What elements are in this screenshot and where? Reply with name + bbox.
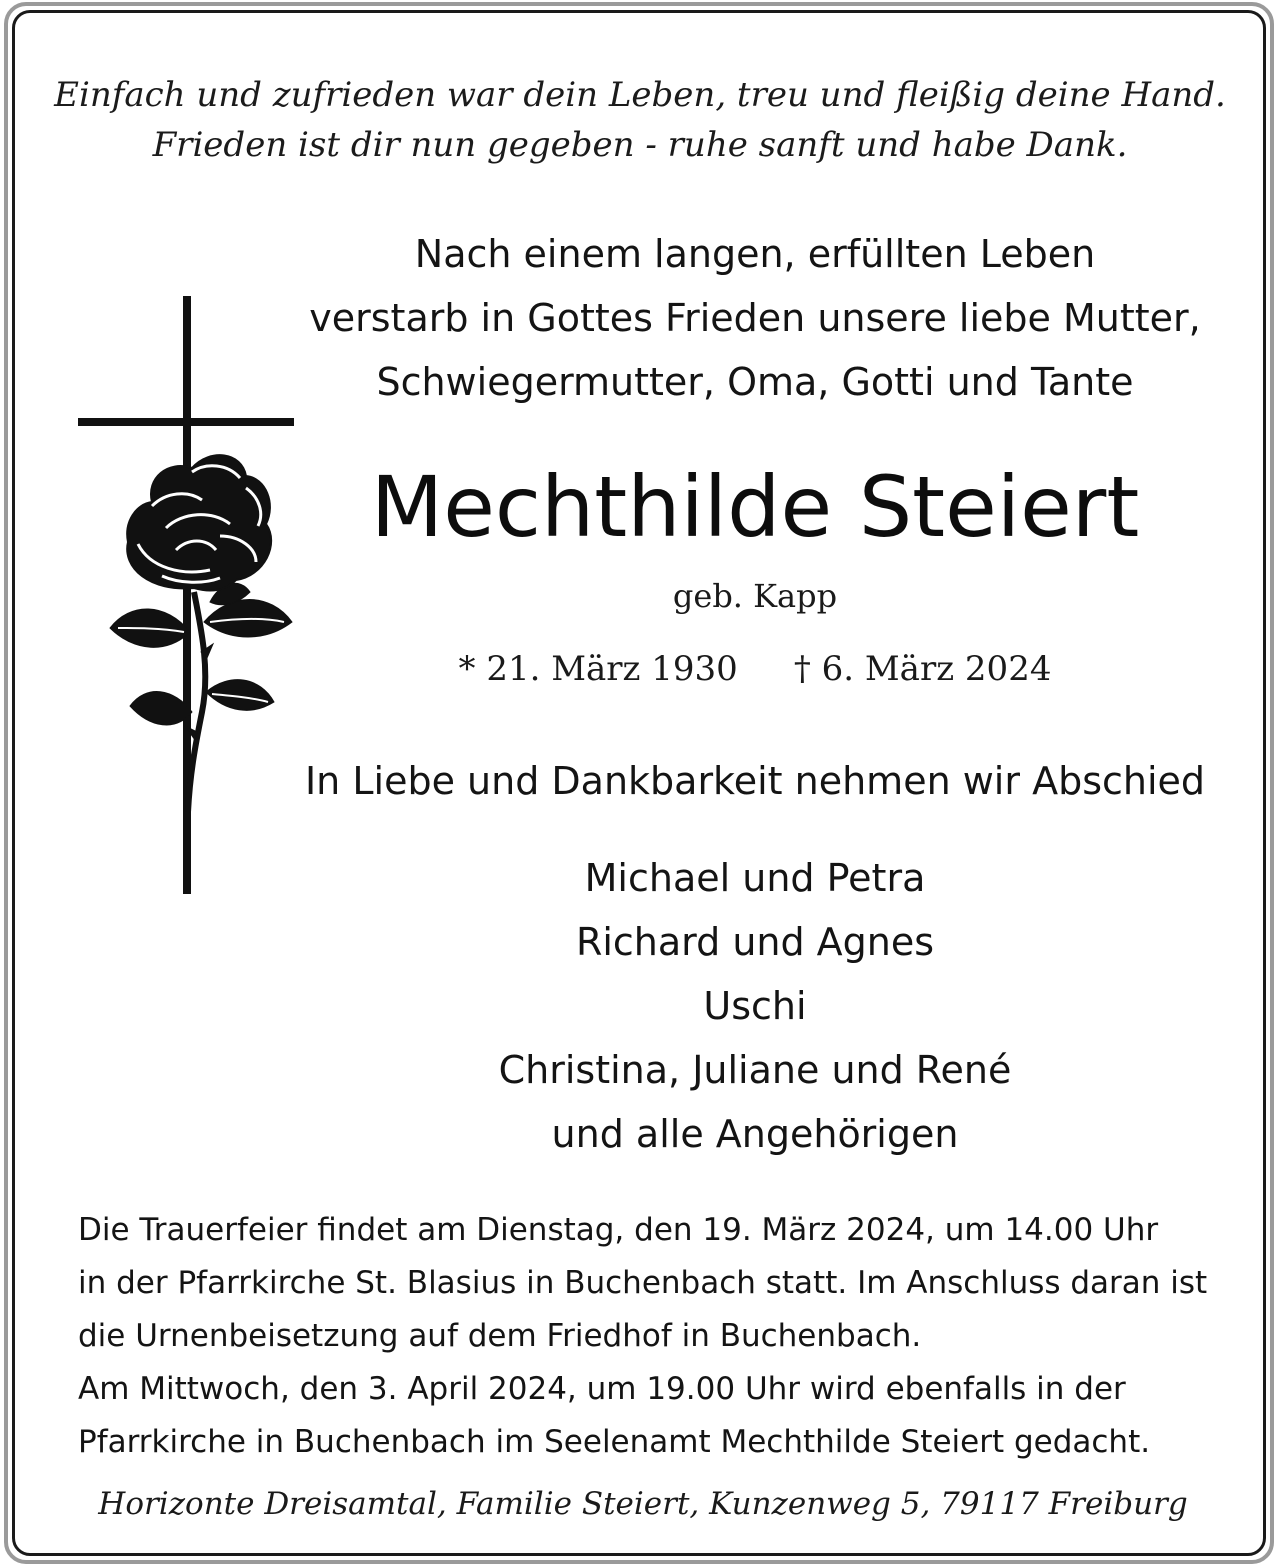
service-details: [78, 1204, 1208, 1469]
mourner-entry: und alle Angehörigen: [551, 1112, 959, 1156]
service-line: Am Mittwoch, den 3. April 2024, um 19.00 Uhr wird ebenfalls in der: [78, 1371, 1126, 1407]
cross-with-rose-icon: [70, 292, 310, 902]
intro-line: Nach einem langen, erfüllten Leben: [414, 232, 1096, 276]
intro-line: Schwiegermutter, Oma, Gotti und Tante: [376, 360, 1134, 404]
birth-name: geb. Kapp: [672, 577, 838, 615]
farewell-line: In Liebe und Dankbarkeit nehmen wir Abschied: [304, 759, 1206, 803]
service-line: die Urnenbeisetzung auf dem Friedhof in Buchenbach.: [78, 1318, 922, 1354]
birth-date: * 21. März 1930: [458, 649, 738, 689]
death-date: † 6. März 2024: [793, 649, 1052, 689]
service-line: Pfarrkirche in Buchenbach im Seelenamt Mechthilde Steiert gedacht.: [78, 1424, 1151, 1460]
rose-icon: [110, 455, 292, 812]
intro-line: verstarb in Gottes Frieden unsere liebe Mutter,: [309, 296, 1201, 340]
intro-text: [280, 222, 1230, 414]
mourner-entry: Christina, Juliane und René: [498, 1048, 1012, 1092]
deceased-name: Mechthilde Steiert: [370, 458, 1140, 556]
mourner-entry: Uschi: [703, 984, 807, 1028]
service-line: in der Pfarrkirche St. Blasius in Buchenbach statt. Im Anschluss daran ist: [78, 1265, 1208, 1301]
contact-footer: Horizonte Dreisamtal, Familie Steiert, Kunzenweg 5, 79117 Freiburg: [98, 1486, 1188, 1522]
mourner-entry: Richard und Agnes: [575, 920, 935, 964]
motto-line: Einfach und zufrieden war dein Leben, treu und fleißig deine Hand.: [54, 75, 1226, 115]
mourners-list: [280, 846, 1230, 1166]
motto-verse: [40, 70, 1240, 170]
mourner-entry: Michael und Petra: [584, 856, 926, 900]
motto-line: Frieden ist dir nun gegeben - ruhe sanft und habe Dank.: [152, 125, 1128, 165]
service-line: Die Trauerfeier findet am Dienstag, den 19. März 2024, um 14.00 Uhr: [78, 1212, 1159, 1248]
life-dates: [280, 644, 1230, 694]
